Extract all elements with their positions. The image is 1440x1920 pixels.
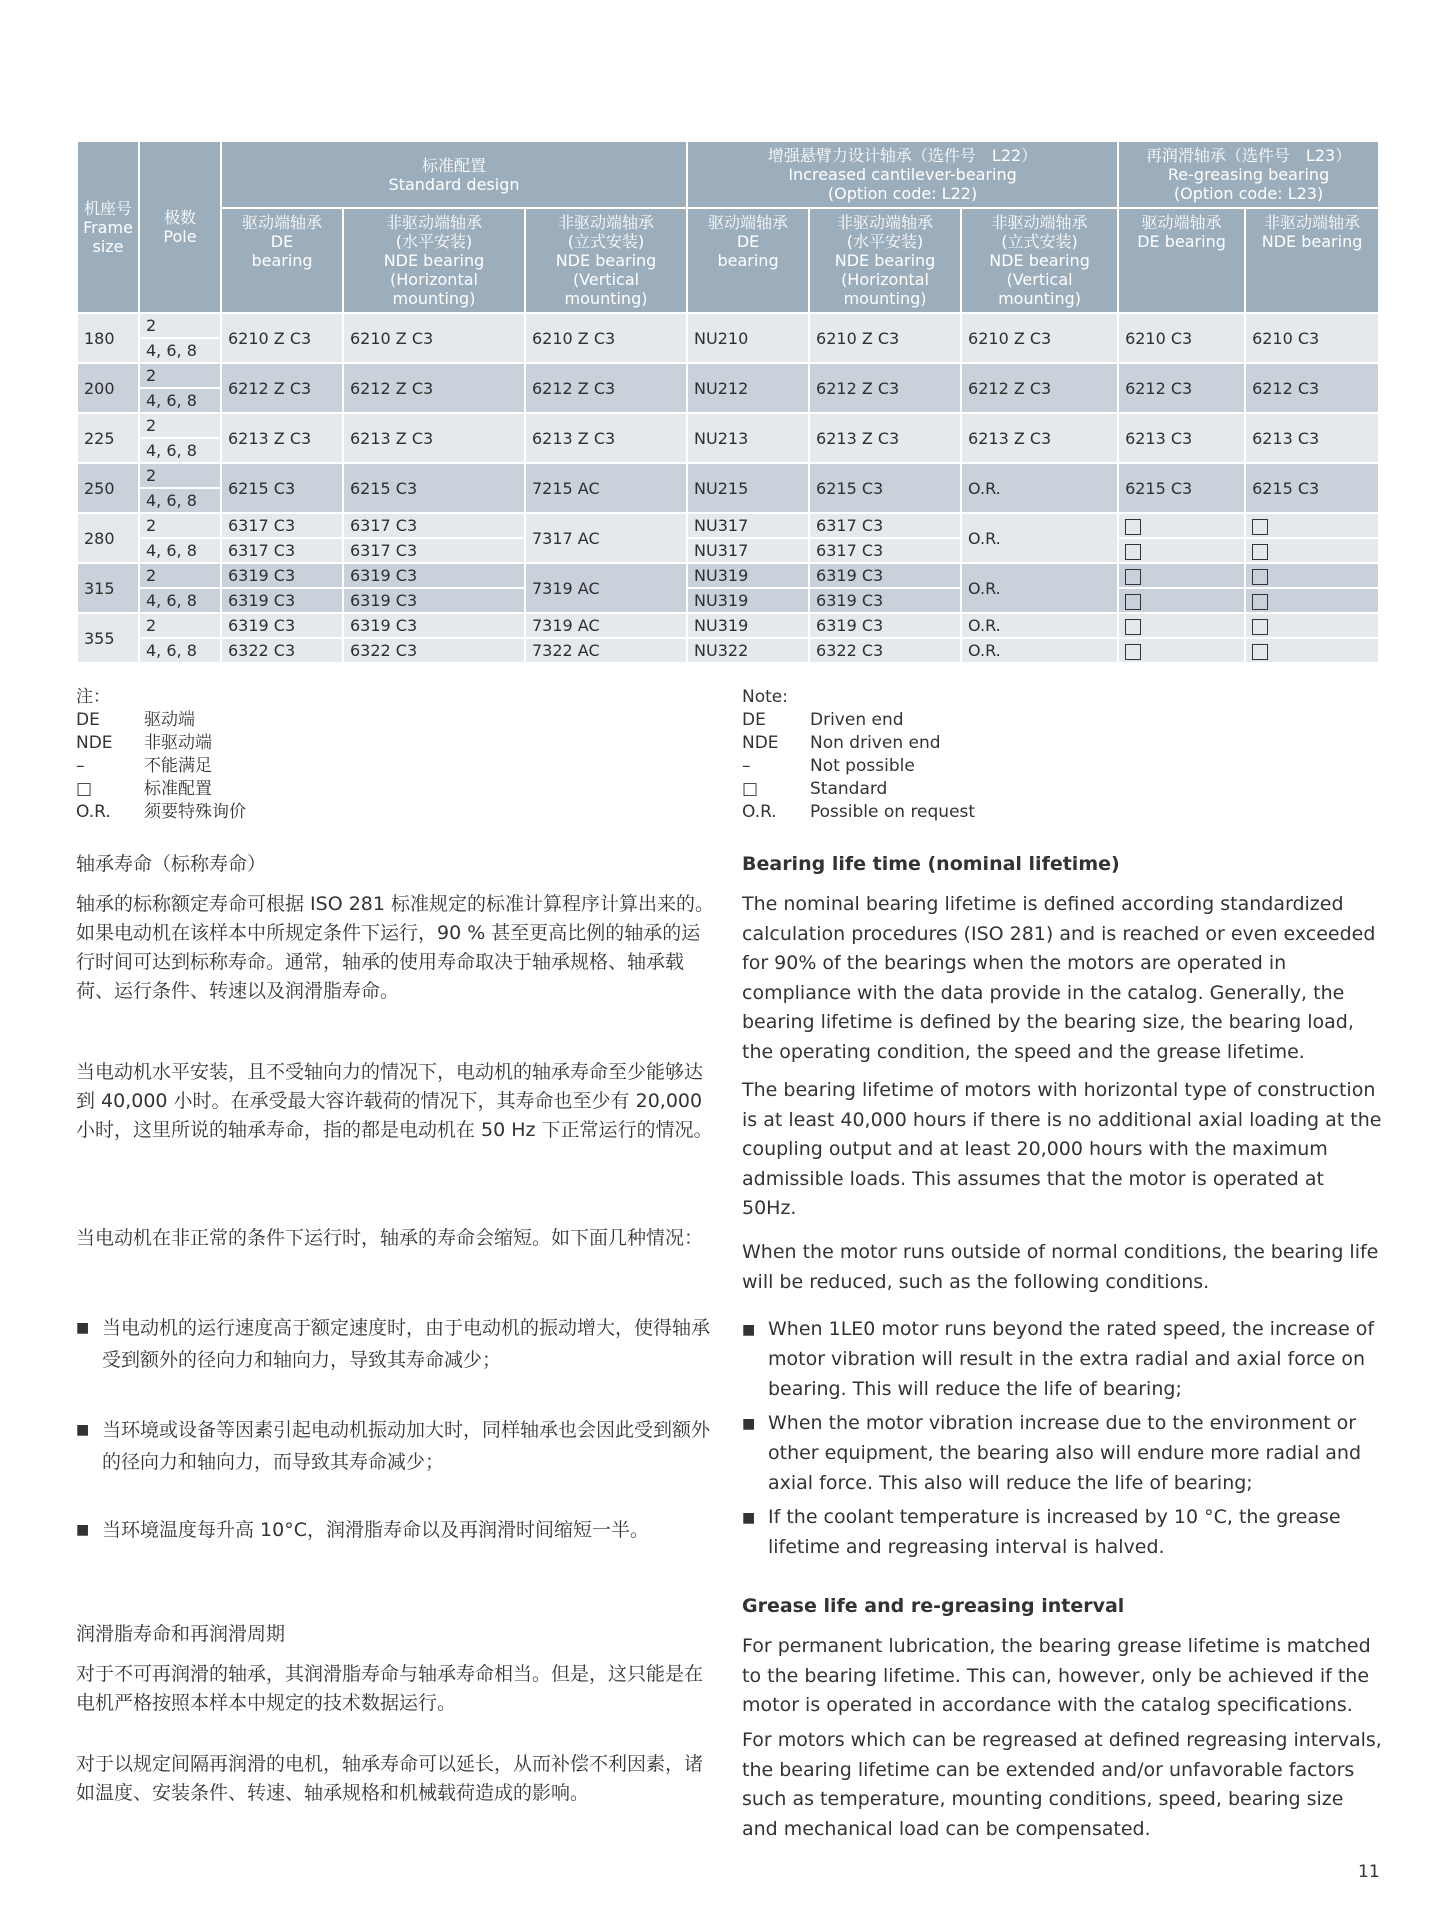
notes-english [742, 686, 975, 824]
table-row [78, 639, 1378, 662]
header-frame-size: 机座号 Frame size [78, 142, 138, 312]
pole-cell: 4, 6, 8 [140, 539, 220, 562]
standard-checkbox-icon [1125, 619, 1141, 635]
paragraph: 当电动机水平安装，且不受轴向力的情况下，电动机的轴承寿命至少能够达到 40,000 小时。在承受最大容许载荷的情况下，其寿命也至少有 20,000 小时，这里所说的轴承寿命，指的都是电动机在 50 Hz 下正常运行的情况。 [76, 1061, 713, 1141]
std-de-cell: 6213 Z C3 [222, 414, 342, 462]
l22-de-cell: NU319 [688, 614, 808, 637]
std-de-cell: 6322 C3 [222, 639, 342, 662]
bullet-item: ■ 当电动机的运行速度高于额定速度时，由于电动机的振动增大，使得轴承受到额外的径向力和轴向力，导致其寿命减少； [76, 1312, 716, 1378]
table-row [78, 539, 1378, 562]
paragraph: 轴承的标称额定寿命可根据 ISO 281 标准规定的标准计算程序计算出来的。如果电动机在该样本中所规定条件下运行，90 % 甚至更高比例的轴承的运行时间可达到标称寿命。通常，轴承的使用寿命取决于轴承规格、轴承载荷、运行条件、转速以及润滑脂寿命。 [76, 893, 715, 1002]
bullet-square-icon: ■ [742, 1416, 756, 1432]
standard-checkbox-icon [1252, 594, 1268, 610]
pole-cell: 4, 6, 8 [140, 389, 220, 412]
standard-checkbox-icon [1252, 519, 1268, 535]
paragraph: 当电动机在非正常的条件下运行时，轴承的寿命会缩短。如下面几种情况： [76, 1227, 704, 1249]
l23-de-cell [1119, 589, 1244, 612]
section-heading-grease-life: 润滑脂寿命和再润滑周期 [76, 1623, 286, 1645]
frame-size-cell: 225 [78, 414, 138, 462]
section-heading-bearing-life: Bearing life time (nominal lifetime) [742, 853, 1120, 875]
bullet-square-icon: ■ [76, 1320, 90, 1336]
std-de-cell: 6319 C3 [222, 564, 342, 587]
note-item: □ 标准配置 [76, 779, 212, 799]
std-nde-h-cell: 6322 C3 [344, 639, 524, 662]
standard-checkbox-icon [1125, 569, 1141, 585]
std-nde-h-cell: 6317 C3 [344, 539, 524, 562]
l22-nde-h-cell: 6319 C3 [810, 589, 960, 612]
pole-cell: 2 [140, 414, 220, 437]
page-number: 11 [1358, 1862, 1380, 1882]
l22-de-cell: NU210 [688, 314, 808, 362]
l23-nde-cell [1246, 539, 1378, 562]
english-text-column [742, 850, 1382, 1844]
standard-checkbox-icon [1125, 594, 1141, 610]
l23-de-cell: 6215 C3 [1119, 464, 1244, 512]
std-de-cell: 6317 C3 [222, 539, 342, 562]
table-row [78, 364, 1378, 387]
table-row [78, 314, 1378, 337]
l22-nde-h-cell: 6215 C3 [810, 464, 960, 512]
std-nde-h-cell: 6319 C3 [344, 614, 524, 637]
chinese-text-column [76, 850, 716, 1808]
l23-nde-cell: 6210 C3 [1246, 314, 1378, 362]
l23-de-cell [1119, 639, 1244, 662]
l23-nde-cell [1246, 564, 1378, 587]
notes-title: 注： [76, 687, 110, 707]
l22-nde-v-cell: O.R. [962, 564, 1117, 612]
table-row [78, 589, 1378, 612]
bullet-item: ■ When 1LE0 motor runs beyond the rated speed, the increase of motor vibration will result in the extra radial and axial force on bearing. This will reduce the life of bearing; [742, 1314, 1382, 1404]
std-de-cell: 6212 Z C3 [222, 364, 342, 412]
l22-nde-h-cell: 6317 C3 [810, 514, 960, 537]
l23-nde-cell: 6212 C3 [1246, 364, 1378, 412]
standard-checkbox-icon [1125, 644, 1141, 660]
l22-de-cell: NU319 [688, 589, 808, 612]
standard-checkbox-icon [1125, 544, 1141, 560]
std-de-cell: 6215 C3 [222, 464, 342, 512]
std-nde-h-cell: 6210 Z C3 [344, 314, 524, 362]
notes-title: Note: [742, 687, 788, 707]
header-pole: 极数 Pole [140, 142, 220, 312]
section-heading-grease-life: Grease life and re-greasing interval [742, 1595, 1125, 1617]
paragraph: The bearing lifetime of motors with horizontal type of construction is at least 40,000 hours if there is no additional axial loading at the coupling output and at least 20,000 hours with the maximum admissible loads. This assumes that the motor is operated at 50Hz. [742, 1079, 1382, 1219]
header-l23-de: 驱动端轴承 DE bearing [1119, 209, 1244, 312]
l23-nde-cell [1246, 514, 1378, 537]
standard-checkbox-icon [1252, 569, 1268, 585]
standard-checkbox-icon [1252, 544, 1268, 560]
std-nde-v-cell: 7319 AC [526, 614, 686, 637]
bullet-item: ■ When the motor vibration increase due to the environment or other equipment, the bearing also will endure more radial and axial force. This also will reduce the life of bearing; [742, 1408, 1382, 1498]
frame-size-cell: 315 [78, 564, 138, 612]
l22-de-cell: NU317 [688, 514, 808, 537]
l23-nde-cell [1246, 614, 1378, 637]
table-row [78, 514, 1378, 537]
bearing-table-section [76, 140, 1378, 664]
note-item: O.R. Possible on request [742, 802, 976, 822]
std-nde-h-cell: 6213 Z C3 [344, 414, 524, 462]
standard-checkbox-icon [1252, 619, 1268, 635]
l22-nde-h-cell: 6317 C3 [810, 539, 960, 562]
paragraph: The nominal bearing lifetime is defined according standardized calculation procedures (ISO 281) and is reached or even exceeded for 90% of the bearings when the motors are operated in compliance with the data provide in the catalog. Generally, the bearing lifetime is defined by the bearing size, the bearing load, the operating condition, the speed and the grease lifetime. [742, 893, 1376, 1063]
header-std-nde-vertical: 非驱动端轴承 (立式安装) NDE bearing (Vertical mounting) [526, 209, 686, 312]
pole-cell: 2 [140, 314, 220, 337]
l23-de-cell [1119, 614, 1244, 637]
bullet-square-icon: ■ [742, 1322, 756, 1338]
pole-cell: 2 [140, 464, 220, 487]
std-nde-h-cell: 6317 C3 [344, 514, 524, 537]
l23-de-cell [1119, 539, 1244, 562]
l23-nde-cell: 6215 C3 [1246, 464, 1378, 512]
bullet-item: ■ 当环境或设备等因素引起电动机振动加大时，同样轴承也会因此受到额外的径向力和轴向力，而导致其寿命减少； [76, 1414, 716, 1480]
l22-nde-h-cell: 6319 C3 [810, 614, 960, 637]
bullet-square-icon: ■ [742, 1510, 756, 1526]
l23-de-cell [1119, 514, 1244, 537]
std-nde-v-cell: 6213 Z C3 [526, 414, 686, 462]
table-row [78, 564, 1378, 587]
l22-nde-v-cell: O.R. [962, 639, 1117, 662]
paragraph: For motors which can be regreased at defined regreasing intervals, the bearing lifetime can be extended and/or unfavorable factors such as temperature, mounting conditions, speed, bearing size and mechanical load can be compensated. [742, 1729, 1382, 1840]
std-de-cell: 6319 C3 [222, 614, 342, 637]
header-std-de: 驱动端轴承 DE bearing [222, 209, 342, 312]
l22-nde-h-cell: 6322 C3 [810, 639, 960, 662]
l23-de-cell [1119, 564, 1244, 587]
paragraph: For permanent lubrication, the bearing grease lifetime is matched to the bearing lifetime. This can, however, only be achieved if the motor is operated in accordance with the catalog specifications. [742, 1635, 1371, 1716]
bullet-item: ■ If the coolant temperature is increased by 10 °C, the grease lifetime and regreasing interval is halved. [742, 1502, 1382, 1562]
l22-de-cell: NU215 [688, 464, 808, 512]
frame-size-cell: 280 [78, 514, 138, 562]
frame-size-cell: 250 [78, 464, 138, 512]
std-nde-v-cell: 6212 Z C3 [526, 364, 686, 412]
note-item: – 不能满足 [76, 756, 212, 776]
l22-nde-v-cell: 6212 Z C3 [962, 364, 1117, 412]
header-l23-nde: 非驱动端轴承 NDE bearing [1246, 209, 1378, 312]
header-l22-nde-horizontal: 非驱动端轴承 (水平安装) NDE bearing (Horizontal mounting) [810, 209, 960, 312]
l22-de-cell: NU213 [688, 414, 808, 462]
bullet-item: ■ 当环境温度每升高 10°C，润滑脂寿命以及再润滑时间缩短一半。 [76, 1514, 716, 1580]
l22-nde-v-cell: O.R. [962, 464, 1117, 512]
table-row [78, 414, 1378, 437]
frame-size-cell: 200 [78, 364, 138, 412]
frame-size-cell: 355 [78, 614, 138, 662]
pole-cell: 2 [140, 614, 220, 637]
l23-nde-cell [1246, 639, 1378, 662]
std-nde-v-cell: 6210 Z C3 [526, 314, 686, 362]
std-nde-h-cell: 6212 Z C3 [344, 364, 524, 412]
table-row [78, 614, 1378, 637]
std-de-cell: 6210 Z C3 [222, 314, 342, 362]
std-nde-h-cell: 6319 C3 [344, 564, 524, 587]
notes-chinese [76, 686, 246, 824]
l22-de-cell: NU212 [688, 364, 808, 412]
paragraph: 对于以规定间隔再润滑的电机，轴承寿命可以延长，从而补偿不利因素，诸如温度、安装条件、转速、轴承规格和机械载荷造成的影响。 [76, 1753, 704, 1804]
pole-cell: 2 [140, 514, 220, 537]
l22-de-cell: NU319 [688, 564, 808, 587]
l22-nde-v-cell: O.R. [962, 514, 1117, 562]
l22-nde-v-cell: 6213 Z C3 [962, 414, 1117, 462]
l22-de-cell: NU322 [688, 639, 808, 662]
pole-cell: 4, 6, 8 [140, 589, 220, 612]
bullet-square-icon: ■ [76, 1522, 90, 1538]
pole-cell: 4, 6, 8 [140, 439, 220, 462]
header-l22-nde-vertical: 非驱动端轴承 (立式安装) NDE bearing (Vertical mounting) [962, 209, 1117, 312]
note-item: – Not possible [742, 756, 915, 776]
std-de-cell: 6317 C3 [222, 514, 342, 537]
l23-de-cell: 6212 C3 [1119, 364, 1244, 412]
l22-nde-h-cell: 6212 Z C3 [810, 364, 960, 412]
header-l22-de: 驱动端轴承 DE bearing [688, 209, 808, 312]
l23-nde-cell: 6213 C3 [1246, 414, 1378, 462]
l22-de-cell: NU317 [688, 539, 808, 562]
bullet-square-icon: ■ [76, 1422, 90, 1438]
standard-checkbox-icon [1125, 519, 1141, 535]
header-std-nde-horizontal: 非驱动端轴承 (水平安装) NDE bearing (Horizontal mounting) [344, 209, 524, 312]
pole-cell: 4, 6, 8 [140, 489, 220, 512]
l22-nde-v-cell: O.R. [962, 614, 1117, 637]
std-nde-v-cell: 7215 AC [526, 464, 686, 512]
frame-size-cell: 180 [78, 314, 138, 362]
std-nde-h-cell: 6319 C3 [344, 589, 524, 612]
pole-cell: 2 [140, 364, 220, 387]
l23-nde-cell [1246, 589, 1378, 612]
header-l22: 增强悬臂力设计轴承（选件号 L22） Increased cantilever-bearing (Option code: L22) [688, 142, 1117, 207]
paragraph: 对于不可再润滑的轴承，其润滑脂寿命与轴承寿命相当。但是，这只能是在电机严格按照本样本中规定的技术数据运行。 [76, 1663, 704, 1714]
note-item: □ Standard [742, 779, 888, 799]
section-heading-bearing-life: 轴承寿命（标称寿命） [76, 853, 267, 875]
std-nde-v-cell: 7322 AC [526, 639, 686, 662]
header-standard-design: 标准配置 Standard design [222, 142, 686, 207]
table-row [78, 464, 1378, 487]
l23-de-cell: 6213 C3 [1119, 414, 1244, 462]
l22-nde-h-cell: 6319 C3 [810, 564, 960, 587]
pole-cell: 2 [140, 564, 220, 587]
note-item: O.R. 须要特殊询价 [76, 802, 246, 822]
pole-cell: 4, 6, 8 [140, 339, 220, 362]
l22-nde-h-cell: 6210 Z C3 [810, 314, 960, 362]
note-item: NDE Non driven end [742, 733, 941, 753]
pole-cell: 4, 6, 8 [140, 639, 220, 662]
l23-de-cell: 6210 C3 [1119, 314, 1244, 362]
bearing-table [76, 140, 1380, 664]
std-nde-v-cell: 7319 AC [526, 564, 686, 612]
l22-nde-v-cell: 6210 Z C3 [962, 314, 1117, 362]
note-item: DE Driven end [742, 710, 904, 730]
note-item: NDE 非驱动端 [76, 733, 212, 753]
l22-nde-h-cell: 6213 Z C3 [810, 414, 960, 462]
std-nde-h-cell: 6215 C3 [344, 464, 524, 512]
header-l23: 再润滑轴承（选件号 L23） Re-greasing bearing (Option code: L23) [1119, 142, 1378, 207]
std-nde-v-cell: 7317 AC [526, 514, 686, 562]
paragraph: When the motor runs outside of normal conditions, the bearing life will be reduced, such as the following conditions. [742, 1241, 1379, 1293]
std-de-cell: 6319 C3 [222, 589, 342, 612]
standard-checkbox-icon [1252, 644, 1268, 660]
note-item: DE 驱动端 [76, 710, 195, 730]
